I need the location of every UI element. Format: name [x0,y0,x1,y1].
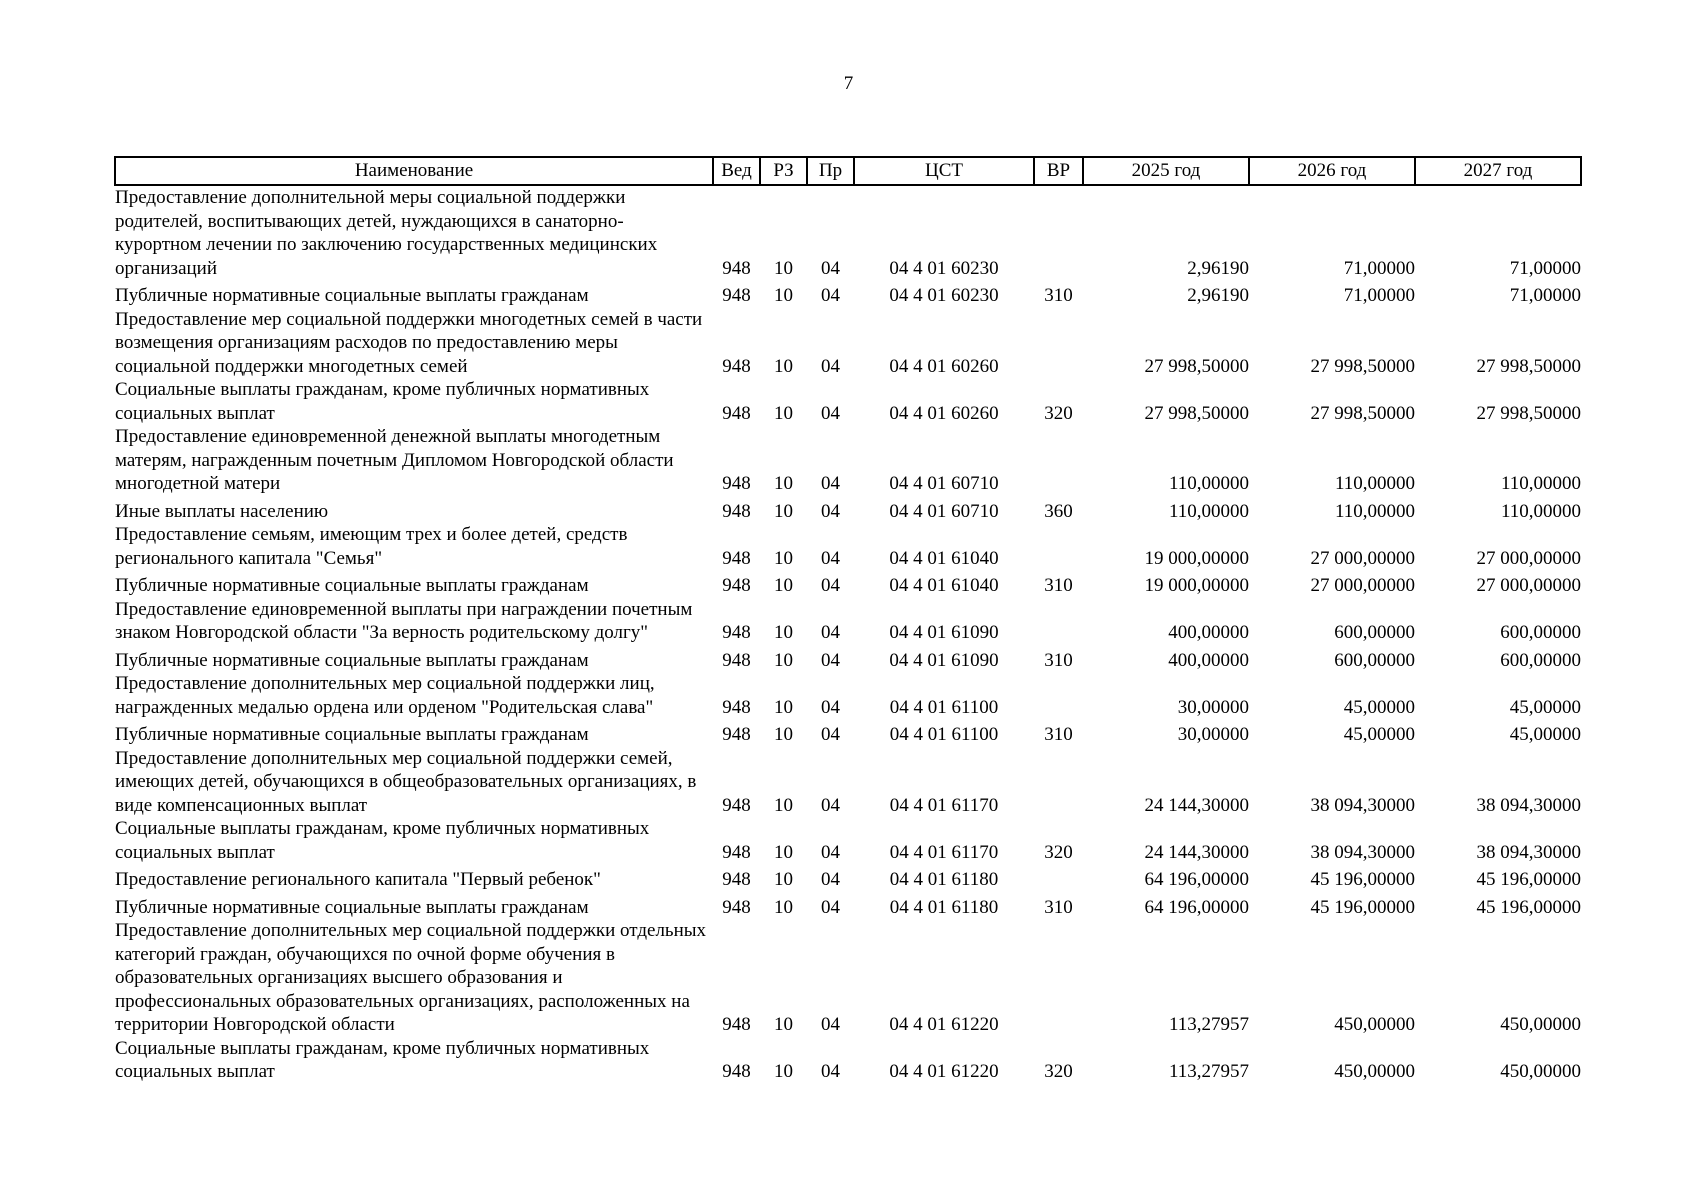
cell-pr: 04 [821,869,840,890]
cell-2027: 450,00000 [1500,1061,1581,1082]
cell-name: Публичные нормативные социальные выплаты гражданам [115,285,589,306]
cell-2025: 19 000,00000 [1144,575,1249,596]
cell-cst: 04 4 01 61220 [889,1014,999,1035]
cell-cst: 04 4 01 60230 [889,257,999,279]
cell-name: Социальные выплаты гражданам, кроме публичных нормативных социальных выплат [115,379,650,424]
cell-cst: 04 4 01 60260 [889,355,999,377]
cell-2027: 600,00000 [1500,649,1581,671]
table-row [115,719,1581,747]
cell-cst: 04 4 01 60260 [889,402,999,424]
cell-cst: 04 4 01 60230 [889,285,999,306]
cell-rz: 10 [774,696,793,718]
cell-ved: 948 [722,794,751,816]
cell-pr: 04 [821,575,840,596]
cell-2026: 71,00000 [1343,285,1415,306]
cell-pr: 04 [821,841,840,863]
cell-rz: 10 [774,649,793,671]
cell-pr: 04 [821,355,840,377]
header-row [115,157,1581,185]
cell-2026: 27 998,50000 [1310,355,1415,377]
table-row [115,280,1581,308]
cell-2025: 64 196,00000 [1144,869,1249,890]
cell-2026: 27 000,00000 [1310,547,1415,569]
cell-vr [1034,185,1083,280]
cell-name: Предоставление дополнительных мер социальной поддержки лиц, награжденных медалью ордена или орденом "Родительская слава" [115,673,655,718]
cell-2025: 110,00000 [1168,473,1249,494]
cell-2025: 30,00000 [1177,724,1249,745]
cell-name: Предоставление единовременной денежной выплаты многодетным матерям, награжденным почетным Дипломом Новгородской области многодетной матери [115,426,674,494]
cell-cst: 04 4 01 61220 [889,1061,999,1082]
cell-name: Социальные выплаты гражданам, кроме публичных нормативных социальных выплат [115,818,650,863]
budget-table [114,156,1582,1084]
cell-vr: 310 [1044,724,1073,745]
cell-pr: 04 [821,500,840,522]
cell-2025: 400,00000 [1168,622,1249,643]
cell-2027: 110,00000 [1500,500,1581,522]
cell-rz: 10 [774,724,793,745]
cell-2027: 38 094,30000 [1476,841,1581,863]
cell-vr: 310 [1044,285,1073,306]
cell-cst: 04 4 01 61040 [889,547,999,569]
cell-vr: 360 [1044,500,1073,522]
cell-vr [1034,425,1083,496]
cell-ved: 948 [722,575,751,596]
cell-pr: 04 [821,285,840,306]
cell-pr: 04 [821,257,840,279]
cell-rz: 10 [774,869,793,890]
cell-ved: 948 [722,285,751,306]
table-row [115,378,1581,425]
cell-rz: 10 [774,473,793,494]
cell-rz: 10 [774,355,793,377]
table-row [115,672,1581,719]
cell-2025: 27 998,50000 [1144,355,1249,377]
cell-name: Предоставление мер социальной поддержки многодетных семей в части возмещения организациям расходов по предоставлению меры социальной поддержки многодетных семей [115,308,703,377]
header-name: Наименование [115,157,713,185]
header-cst: ЦСТ [854,157,1034,185]
cell-rz: 10 [774,896,793,918]
cell-2027: 45 196,00000 [1476,896,1581,918]
cell-ved: 948 [722,1014,751,1035]
cell-pr: 04 [821,473,840,494]
cell-cst: 04 4 01 61180 [889,896,999,918]
table-body [115,185,1581,1084]
header-2026: 2026 год [1249,157,1415,185]
cell-2027: 71,00000 [1509,285,1581,306]
cell-2026: 450,00000 [1334,1014,1415,1035]
cell-2026: 110,00000 [1334,500,1415,522]
header-ved: Вед [713,157,760,185]
cell-2027: 45,00000 [1509,696,1581,718]
cell-2027: 27 000,00000 [1476,547,1581,569]
cell-2026: 38 094,30000 [1310,841,1415,863]
cell-rz: 10 [774,285,793,306]
cell-pr: 04 [821,1061,840,1082]
header-vr: ВР [1034,157,1083,185]
cell-name: Социальные выплаты гражданам, кроме публичных нормативных социальных выплат [115,1037,650,1082]
cell-rz: 10 [774,500,793,522]
cell-2026: 27 998,50000 [1310,402,1415,424]
cell-pr: 04 [821,547,840,569]
table-row [115,747,1581,818]
table-row [115,864,1581,892]
cell-vr: 310 [1044,896,1073,918]
cell-rz: 10 [774,1014,793,1035]
cell-rz: 10 [774,402,793,424]
table-row [115,570,1581,598]
cell-pr: 04 [821,896,840,918]
cell-2025: 2,96190 [1187,257,1249,279]
cell-rz: 10 [774,794,793,816]
cell-2026: 600,00000 [1334,649,1415,671]
header-pr: Пр [807,157,854,185]
table-row [115,892,1581,920]
cell-rz: 10 [774,547,793,569]
cell-vr [1034,308,1083,379]
cell-cst: 04 4 01 61170 [889,841,999,863]
cell-name: Публичные нормативные социальные выплаты гражданам [115,575,589,596]
cell-2025: 19 000,00000 [1144,547,1249,569]
table-row [115,919,1581,1037]
cell-rz: 10 [774,1061,793,1082]
cell-vr: 320 [1044,402,1073,424]
cell-cst: 04 4 01 61100 [889,724,999,745]
cell-2027: 27 998,50000 [1476,355,1581,377]
cell-2027: 450,00000 [1500,1014,1581,1035]
cell-name: Публичные нормативные социальные выплаты гражданам [115,724,589,745]
cell-ved: 948 [722,869,751,890]
cell-2026: 45,00000 [1343,696,1415,718]
cell-pr: 04 [821,724,840,745]
cell-2026: 110,00000 [1334,473,1415,494]
cell-pr: 04 [821,622,840,643]
cell-name: Предоставление дополнительных мер социальной поддержки отдельных категорий граждан, обучающихся по очной форме обучения в образовательных организациях высшего образования и профессиональных образовательных организациях, расположенных на территории Новгородской области [115,920,707,1035]
cell-2025: 110,00000 [1168,500,1249,522]
cell-2025: 24 144,30000 [1144,841,1249,863]
cell-2025: 24 144,30000 [1144,794,1249,816]
cell-2027: 38 094,30000 [1476,794,1581,816]
cell-rz: 10 [774,841,793,863]
table-row [115,185,1581,280]
cell-cst: 04 4 01 60710 [889,473,999,494]
cell-cst: 04 4 01 61090 [889,622,999,643]
cell-ved: 948 [722,355,751,377]
cell-2025: 400,00000 [1168,649,1249,671]
cell-ved: 948 [722,841,751,863]
cell-ved: 948 [722,696,751,718]
cell-name: Публичные нормативные социальные выплаты гражданам [115,896,589,918]
cell-cst: 04 4 01 61170 [889,794,999,816]
cell-2025: 113,27957 [1168,1061,1249,1082]
cell-rz: 10 [774,257,793,279]
cell-name: Иные выплаты населению [115,500,329,522]
cell-2027: 45 196,00000 [1476,869,1581,890]
table-row [115,645,1581,673]
cell-vr: 310 [1044,575,1073,596]
cell-vr: 320 [1044,841,1073,863]
table-row [115,817,1581,864]
header-2025: 2025 год [1083,157,1249,185]
cell-cst: 04 4 01 61180 [889,869,999,890]
cell-2027: 71,00000 [1509,257,1581,279]
cell-2025: 30,00000 [1177,696,1249,718]
table-row [115,523,1581,570]
cell-rz: 10 [774,575,793,596]
cell-2027: 45,00000 [1509,724,1581,745]
cell-2027: 27 000,00000 [1476,575,1581,596]
cell-2025: 113,27957 [1168,1014,1249,1035]
cell-pr: 04 [821,1014,840,1035]
cell-2027: 27 998,50000 [1476,402,1581,424]
cell-vr [1034,672,1083,719]
table-row [115,308,1581,379]
cell-ved: 948 [722,402,751,424]
cell-name: Предоставление семьям, имеющим трех и более детей, средств регионального капитала "Семья" [115,524,628,569]
cell-2026: 45 196,00000 [1310,869,1415,890]
cell-pr: 04 [821,649,840,671]
cell-2026: 600,00000 [1334,622,1415,643]
cell-ved: 948 [722,896,751,918]
cell-2026: 38 094,30000 [1310,794,1415,816]
cell-2025: 64 196,00000 [1144,896,1249,918]
cell-2026: 27 000,00000 [1310,575,1415,596]
cell-pr: 04 [821,794,840,816]
cell-ved: 948 [722,622,751,643]
cell-cst: 04 4 01 61040 [889,575,999,596]
cell-2027: 110,00000 [1500,473,1581,494]
cell-vr [1034,598,1083,645]
cell-vr [1034,919,1083,1037]
cell-pr: 04 [821,402,840,424]
cell-cst: 04 4 01 61100 [889,696,999,718]
cell-2025: 27 998,50000 [1144,402,1249,424]
cell-vr [1034,747,1083,818]
cell-name: Предоставление дополнительных мер социальной поддержки семей, имеющих детей, обучающихся в общеобразовательных организациях, в виде компенсационных выплат [115,747,697,816]
cell-vr [1034,523,1083,570]
cell-2026: 71,00000 [1343,257,1415,279]
cell-name: Предоставление единовременной выплаты при награждении почетным знаком Новгородской области "За верность родительскому долгу" [115,598,693,643]
cell-cst: 04 4 01 61090 [889,649,999,671]
table-row [115,425,1581,496]
table-header [115,157,1581,185]
cell-cst: 04 4 01 60710 [889,500,999,522]
cell-ved: 948 [722,724,751,745]
cell-2026: 450,00000 [1334,1061,1415,1082]
table-row [115,1037,1581,1084]
cell-ved: 948 [722,547,751,569]
cell-ved: 948 [722,500,751,522]
table-row [115,598,1581,645]
cell-name: Предоставление дополнительной меры социальной поддержки родителей, воспитывающих детей, нуждающихся в санаторно-курортном лечении по заключению государственных медицинских организаций [115,187,658,279]
header-2027: 2027 год [1415,157,1581,185]
cell-vr: 310 [1044,649,1073,671]
cell-2026: 45 196,00000 [1310,896,1415,918]
page-number: 7 [843,73,854,94]
cell-ved: 948 [722,473,751,494]
cell-2027: 600,00000 [1500,622,1581,643]
cell-ved: 948 [722,257,751,279]
cell-vr: 320 [1044,1061,1073,1082]
cell-name: Предоставление регионального капитала "Первый ребенок" [115,869,601,890]
cell-ved: 948 [722,649,751,671]
cell-rz: 10 [774,622,793,643]
cell-name: Публичные нормативные социальные выплаты гражданам [115,649,589,671]
cell-pr: 04 [821,696,840,718]
cell-vr [1034,864,1083,892]
cell-2026: 45,00000 [1343,724,1415,745]
header-rz: РЗ [760,157,807,185]
cell-ved: 948 [722,1061,751,1082]
cell-2025: 2,96190 [1187,285,1249,306]
table-row [115,496,1581,524]
